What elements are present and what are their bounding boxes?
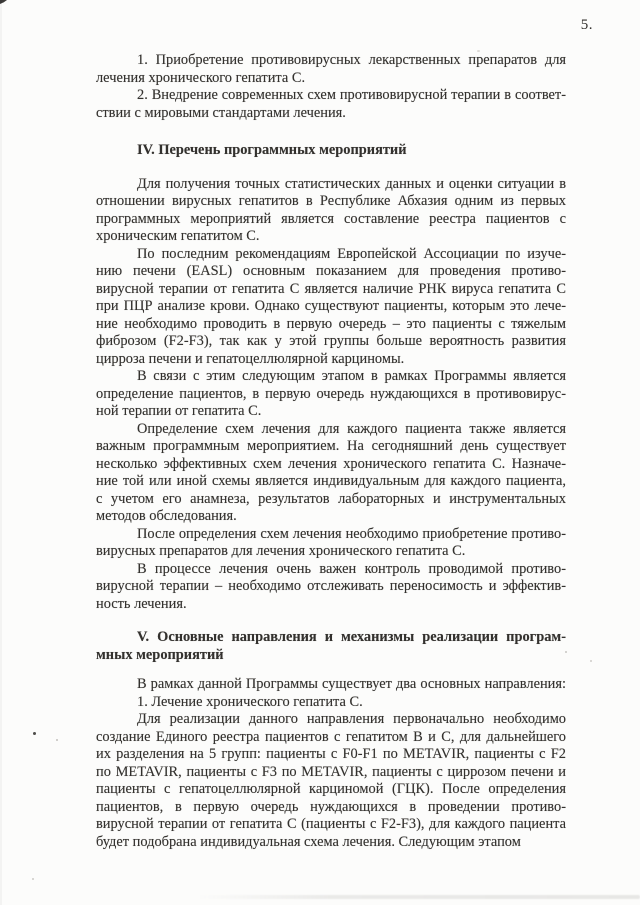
text-line: Для получения точных статистических данных и оценки ситуации в [137,175,566,192]
text-line: их разделения на 5 групп: пациенты с F0-F1 по METAVIR, пациенты с F2 [96,746,566,762]
text-line: вирусных препаратов для лечения хронического гепатита С. [96,543,466,559]
scan-edge-shade [0,0,2,905]
scan-speck [32,878,34,880]
text-line: ние той или иной схемы является индивидуальным для каждого пациента, [96,473,566,489]
text-line: 1. Лечение хронического гепатита С. [137,693,363,710]
section-heading [96,629,566,664]
text-line: программных мероприятий является составление реестра пациентов с [96,210,566,227]
text-line: определение пациентов, в первую очередь нуждающихся в противовирус- [96,385,566,402]
text-line: В связи с этим следующим этапом в рамках Программы является [137,368,566,384]
text-line: цирроза печени и гепатоцеллюлярной карциномы. [96,350,405,367]
text-line: IV. Перечень программных мероприятий [137,142,407,158]
text-line: создание Единого реестра пациентов с гепатитом В и С, для дальнейшего [96,728,566,745]
text-line: отношении вирусных гепатитов в Республике Абхазия одним из первых [96,193,566,209]
scan-speck [565,651,567,653]
scan-speck [590,660,592,662]
text-line: будет подобрана индивидуальная схема лечения. Следующим этапом [96,833,521,850]
text-line: Определение схем лечения для каждого пациента также является [137,420,566,437]
paragraph [96,526,566,561]
text-line: В рамках данной Программы существует два основных направления: [137,676,566,692]
text-line: V. Основные направления и механизмы реализации програм- [137,629,566,645]
paragraph [96,246,566,369]
text-line: фиброзом (F2-F3), так как у этой группы больше вероятность развития [96,333,566,349]
text-line: методов обследования. [96,508,237,524]
text-line: ние необходимо проводить в первую очередь – это пациенты с тяжелым [96,315,566,332]
paragraph [96,368,566,421]
paragraph [96,694,566,712]
paragraph [96,52,566,87]
text-line: с учетом его анамнеза, результатов лабораторных и инструментальных [96,490,566,507]
text-line: пациенты с гепатоцеллюлярной карциномой (ГЦК). После определения [96,781,566,797]
scan-speck [33,732,36,735]
text-line: вирусной терапии – необходимо отслеживать переносимость и эффектив- [96,578,566,594]
text-line: По последним рекомендациям Европейской Ассоциации по изуче- [137,245,566,262]
section-heading [96,142,566,160]
paragraph [96,711,566,851]
text-line: нию печени (EASL) основным показанием для проведения противо- [96,263,566,279]
text-line: несколько эффективных схем лечения хронического гепатита С. Назначе- [96,455,566,472]
paragraph [96,176,566,246]
paragraph [96,676,566,694]
text-line: Для реализации данного направления первоначально необходимо [137,711,566,727]
text-line: После определения схем лечения необходимо приобретение противо- [137,525,566,542]
paragraph [96,561,566,614]
text-line: по METAVIR, пациенты с F3 по METAVIR, пациенты с циррозом печени и [96,763,566,780]
text-line: ной терапии от гепатита С. [96,403,262,419]
text-line: ствии с мировыми стандартами лечения. [96,104,346,121]
scan-speck [56,739,58,741]
scan-speck [477,50,480,52]
text-line: вирусной терапии от гепатита С является наличие РНК вируса гепатита С [96,280,566,297]
text-line: важным программным мероприятием. На сегодняшний день существует [96,438,566,454]
text-line: ность лечения. [96,595,187,612]
page-number: 5. [580,17,593,33]
text-line: 2. Внедрение современных схем противовирусной терапии в соответ- [137,87,566,103]
paragraph [96,421,566,526]
text-line: мных мероприятий [96,646,224,663]
text-line: 1. Приобретение противовирусных лекарственных препаратов для [137,52,566,68]
scan-bottom-line-artifact [198,895,640,899]
text-block [96,52,566,851]
text-line: В процессе лечения очень важен контроль проводимой противо- [137,560,566,577]
text-line: хроническим гепатитом С. [96,228,260,244]
text-line: вирусной терапии от гепатита С (пациенты с F2-F3), для каждого пациента [96,816,566,832]
text-line: лечения хронического гепатита С. [96,69,306,86]
text-line: при ПЦР анализе крови. Однако существуют пациенты, которым это лече- [96,298,566,314]
text-line: пациентов, в первую очередь нуждающихся в проведении противо- [96,798,566,815]
paragraph [96,87,566,122]
